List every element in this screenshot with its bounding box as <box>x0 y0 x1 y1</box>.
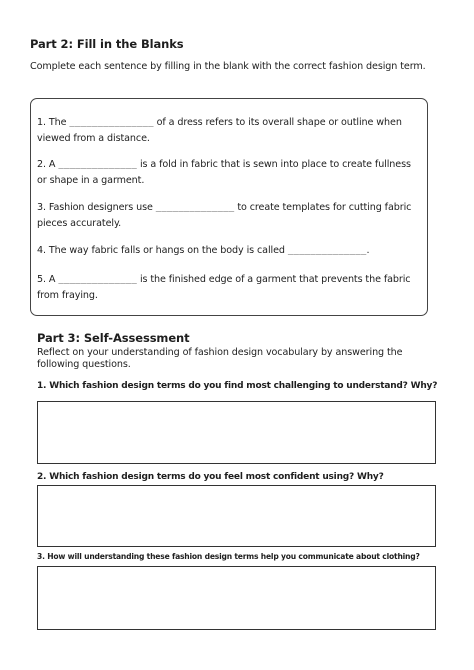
question-2: 2. Which fashion design terms do you feel most confident using? Why? <box>37 472 384 482</box>
fill-item-3 <box>37 200 422 231</box>
part2-instructions: Complete each sentence by filling in the blank with the correct fashion design term. <box>30 61 426 72</box>
answer-blank[interactable]: _______________ <box>69 118 154 128</box>
part2-title: Part 2: Fill in the Blanks <box>30 37 184 51</box>
answer-blank[interactable]: ______________ <box>155 203 235 213</box>
question-3: 3. How will understanding these fashion design terms help you communicate about clothing? <box>37 552 420 561</box>
question-1: 1. Which fashion design terms do you find most challenging to understand? Why? <box>37 381 438 391</box>
answer-box-2[interactable] <box>37 485 436 547</box>
fill-item-4 <box>37 243 422 259</box>
fill-item-text-before: 1. The <box>37 117 70 128</box>
fill-item-text-after: of a dress refers to its overall shape or outline when viewed from a distance. <box>37 117 402 144</box>
fill-item-text-before: 5. A <box>37 274 59 285</box>
fill-item-text-after: is the finished edge of a garment that prevents the fabric from fraying. <box>37 274 411 301</box>
answer-blank[interactable]: ______________ <box>58 160 137 170</box>
answer-blank[interactable]: ______________ <box>287 246 367 256</box>
answer-box-3[interactable] <box>37 566 436 630</box>
fill-item-text-before: 2. A <box>37 159 59 170</box>
part3-title: Part 3: Self-Assessment <box>37 331 190 345</box>
fill-item-text-before: 3. Fashion designers use <box>37 202 156 213</box>
fill-item-1 <box>37 115 422 146</box>
fill-item-text-after: . <box>366 245 370 256</box>
fill-item-text-before: 4. The way fabric falls or hangs on the body is called <box>37 245 288 256</box>
answer-box-1[interactable] <box>37 401 436 464</box>
answer-blank[interactable]: ______________ <box>58 275 137 285</box>
fill-item-text-after: to create templates for cutting fabric pieces accurately. <box>37 202 412 229</box>
part3-instructions: Reflect on your understanding of fashion design vocabulary by answering the following questions. <box>37 347 403 370</box>
fill-item-text-after: is a fold in fabric that is sewn into place to create fullness or shape in a garment. <box>37 159 411 186</box>
fill-item-2 <box>37 157 422 188</box>
fill-item-5 <box>37 272 422 303</box>
